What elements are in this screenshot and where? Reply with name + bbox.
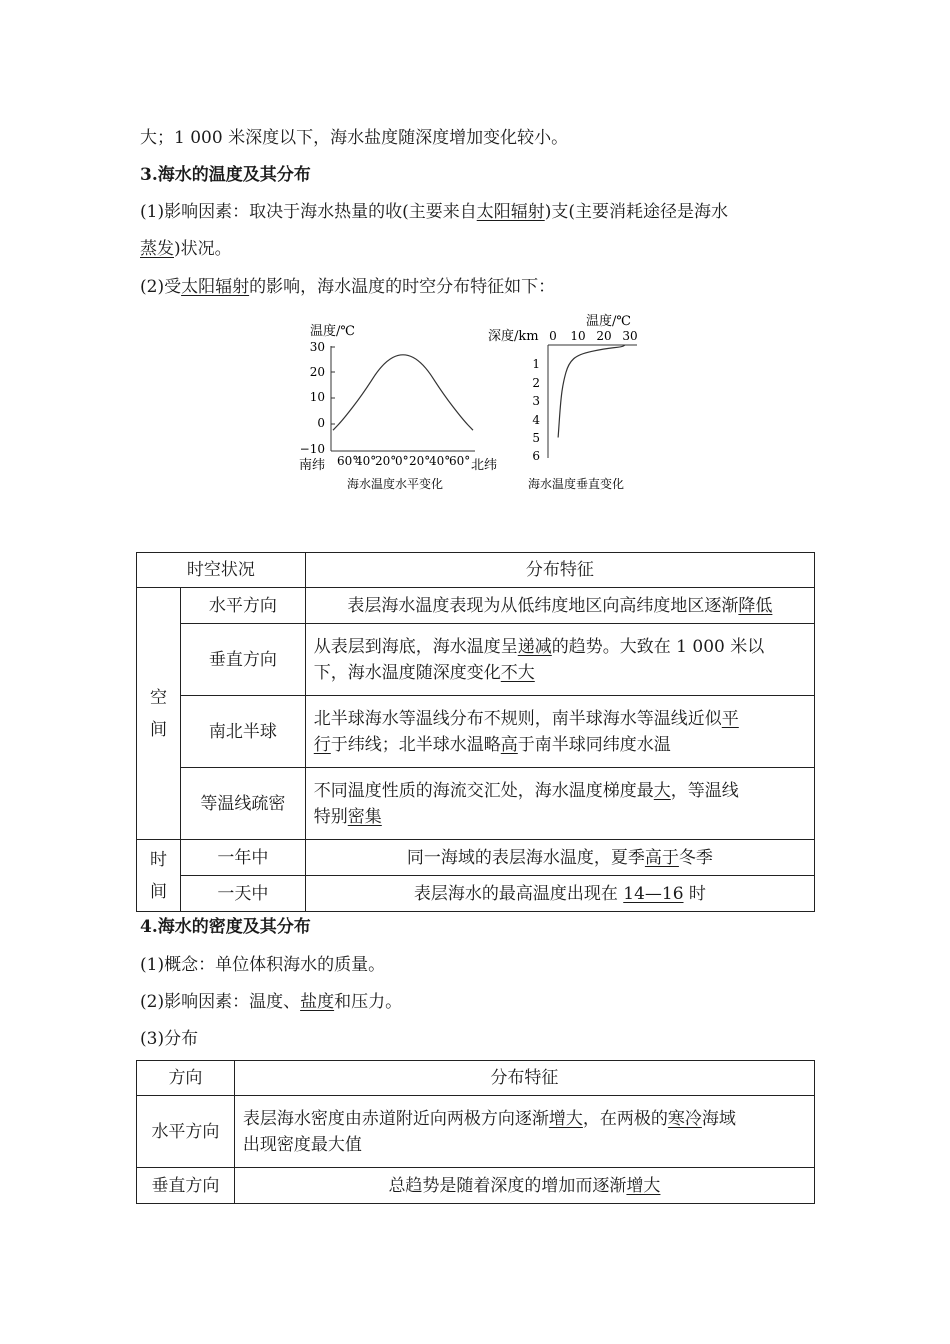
left-y-axis-label: 温度/℃ [310, 324, 355, 339]
table-row-value: 从表层到海底，海水温度呈递减的趋势。大致在 1 000 米以 下，海水温度随深度变化不大 [305, 624, 814, 696]
vertical-temperature-chart [488, 313, 638, 491]
left-ytick: 20 [309, 365, 325, 379]
right-ytick: 5 [532, 431, 540, 445]
left-ytick: −10 [299, 442, 325, 456]
left-xtick: 60° [337, 454, 359, 468]
table-row-key: 垂直方向 [180, 624, 305, 696]
table-row-key: 水平方向 [180, 588, 305, 624]
paragraph-density-concept: (1)概念：单位体积海水的质量。 [140, 955, 386, 975]
horizontal-temperature-chart [299, 323, 497, 491]
left-xtick: 40° [429, 454, 451, 468]
temperature-distribution-table [136, 552, 815, 912]
table-row-value: 不同温度性质的海流交汇处，海水温度梯度最大，等温线 特别密集 [305, 768, 814, 840]
left-x-label-north: 北纬 [471, 458, 498, 473]
right-xtick: 20 [596, 329, 612, 343]
left-xtick: 20° [409, 454, 431, 468]
left-ytick: 30 [309, 340, 325, 354]
table-row-key: 一年中 [180, 840, 305, 876]
left-x-label-south: 南纬 [299, 458, 326, 473]
table-row-key: 一天中 [180, 876, 305, 912]
right-xtick: 0 [549, 329, 557, 343]
heading-temperature: 3.海水的温度及其分布 [140, 165, 311, 185]
table-row-key: 水平方向 [137, 1096, 235, 1168]
paragraph-influence-factors: (1)影响因素：取决于海水热量的收(主要来自太阳辐射)支(主要消耗途径是海水 [140, 202, 728, 222]
table-row-key: 南北半球 [180, 696, 305, 768]
table-row-key: 等温线疏密 [180, 768, 305, 840]
right-ytick: 3 [532, 394, 540, 408]
heading-density: 4.海水的密度及其分布 [140, 917, 311, 937]
right-ytick: 6 [532, 449, 540, 463]
left-caption: 海水温度水平变化 [347, 477, 444, 491]
right-caption: 海水温度垂直变化 [528, 477, 625, 491]
left-xtick: 60° [449, 454, 471, 468]
paragraph-density-distribution: (3)分布 [140, 1029, 199, 1049]
time-cell: 时 间 [137, 840, 181, 912]
table-header: 分布特征 [234, 1061, 814, 1096]
paragraph-density-factors: (2)影响因素：温度、盐度和压力。 [140, 992, 403, 1012]
density-distribution-table [136, 1060, 815, 1204]
left-ytick: 10 [309, 390, 325, 404]
table-row-key: 垂直方向 [137, 1168, 235, 1204]
right-xtick: 30 [622, 329, 638, 343]
table-row-value: 总趋势是随着深度的增加而逐渐增大 [234, 1168, 814, 1204]
space-cell: 空 间 [137, 588, 181, 840]
temperature-figure [295, 308, 665, 498]
left-xtick: 40° [355, 454, 377, 468]
right-ytick: 4 [532, 413, 540, 427]
left-xtick: 20° [375, 454, 397, 468]
right-x-axis-label: 温度/℃ [586, 314, 631, 329]
table-row-value: 表层海水的最高温度出现在 14—16 时 [305, 876, 814, 912]
table-header: 方向 [137, 1061, 235, 1096]
right-xtick: 10 [570, 329, 586, 343]
table-header: 时空状况 [137, 553, 306, 588]
right-y-axis-label: 深度/km [488, 329, 539, 344]
vertical-temperature-curve [558, 345, 625, 438]
table-header: 分布特征 [305, 553, 814, 588]
left-ytick: 0 [317, 416, 325, 430]
paragraph-solar-radiation: (2)受太阳辐射的影响，海水温度的时空分布特征如下： [140, 277, 556, 297]
table-row-value: 北半球海水等温线分布不规则，南半球海水等温线近似平 行于纬线；北半球水温略高于南半球同纬度水温 [305, 696, 814, 768]
right-ytick: 2 [532, 376, 540, 390]
table-row-value: 表层海水温度表现为从低纬度地区向高纬度地区逐渐降低 [305, 588, 814, 624]
horizontal-temperature-curve [333, 355, 473, 430]
paragraph-influence-factors-cont: 蒸发)状况。 [140, 239, 232, 259]
table-row-value: 同一海域的表层海水温度，夏季高于冬季 [305, 840, 814, 876]
left-xtick: 0° [395, 454, 409, 468]
paragraph-salinity-end: 大；1 000 米深度以下，海水盐度随深度增加变化较小。 [140, 128, 569, 148]
right-ytick: 1 [532, 357, 540, 371]
table-row-value: 表层海水密度由赤道附近向两极方向逐渐增大，在两极的寒冷海域 出现密度最大值 [234, 1096, 814, 1168]
